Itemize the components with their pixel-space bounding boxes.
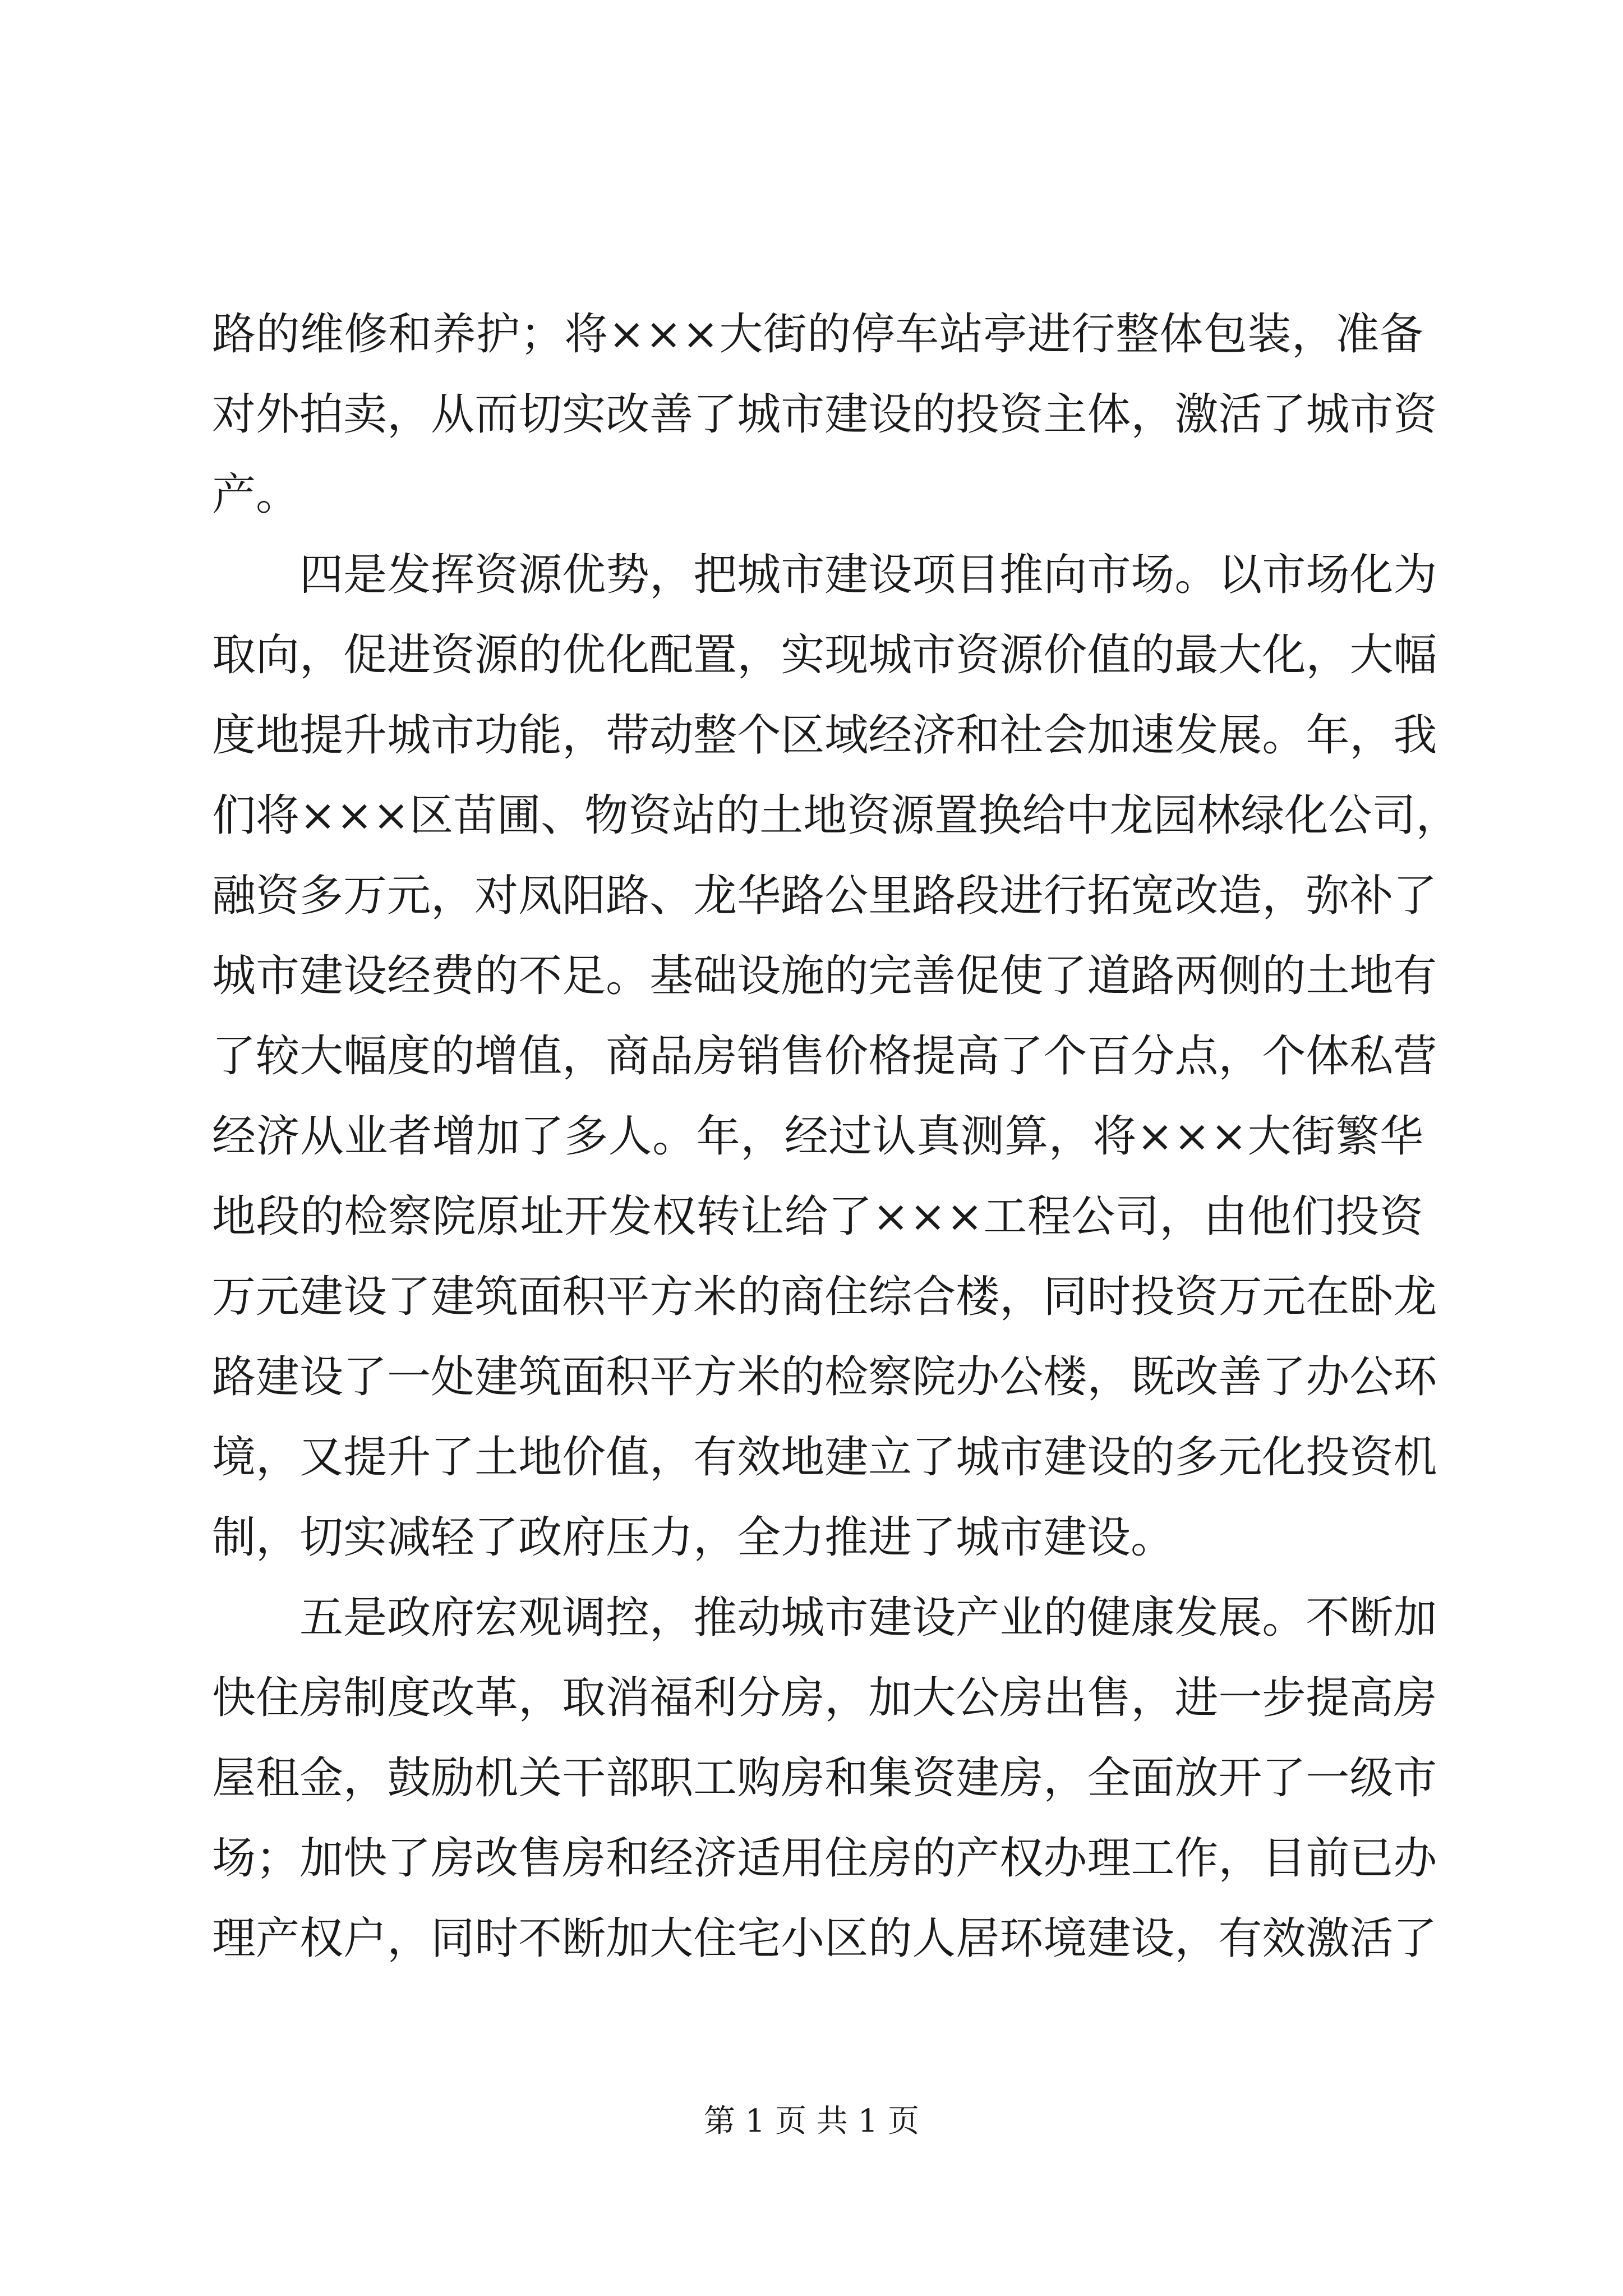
text-line: 融 资 多 万 元 ， 对 凤 阳 路 、 龙 华 路 公 里 路 段 进 行 拓 宽 改 造 ， 弥 补 了: [212, 871, 1437, 921]
text-line: 地 段 的 检 察 院 原 址 开 发 权 转 让 给 了 × × × 工 程 公 司 ， 由 他 们 投 资: [212, 1191, 1423, 1242]
text-line: 产。: [212, 470, 300, 520]
body-text: [212, 295, 1460, 1979]
page-footer: 第 1 页 共 1 页: [703, 2103, 920, 2139]
text-line: 了 较 大 幅 度 的 增 值 ， 商 品 房 销 售 价 格 提 高 了 个 百 分 点 ， 个 体 私 营: [212, 1031, 1437, 1082]
text-line: 场 ； 加 快 了 房 改 售 房 和 经 济 适 用 住 房 的 产 权 办 理 工 作 ， 目 前 已 办: [212, 1833, 1437, 1884]
text-line: 度 地 提 升 城 市 功 能 ， 带 动 整 个 区 域 经 济 和 社 会 加 速 发 展 。 年 ， 我: [212, 710, 1437, 761]
text-line: 对 外 拍 卖 ， 从 而 切 实 改 善 了 城 市 建 设 的 投 资 主 体 ， 激 活 了 城 市 资: [212, 389, 1437, 440]
text-line: 城 市 建 设 经 费 的 不 足 。 基 础 设 施 的 完 善 促 使 了 道 路 两 侧 的 土 地 有: [212, 951, 1437, 1001]
text-line: 五 是 政 府 宏 观 调 控 ， 推 动 城 市 建 设 产 业 的 健 康 发 展 。 不 断 加: [299, 1593, 1437, 1643]
text-line: 取 向 ， 促 进 资 源 的 优 化 配 置 ， 实 现 城 市 资 源 价 值 的 最 大 化 ， 大 幅: [212, 630, 1437, 680]
text-line: 万 元 建 设 了 建 筑 面 积 平 方 米 的 商 住 综 合 楼 ， 同 时 投 资 万 元 在 卧 龙: [212, 1272, 1437, 1322]
text-line: 制，切实减轻了政府压力，全力推进了城市建设。: [212, 1512, 1175, 1563]
text-line: 路 的 维 修 和 养 护 ； 将 × × × 大 街 的 停 车 站 亭 进 行 整 体 包 装 ， 准 备: [212, 309, 1423, 360]
text-line: 理 产 权 户 ， 同 时 不 断 加 大 住 宅 小 区 的 人 居 环 境 建 设 ， 有 效 激 活 了: [212, 1913, 1437, 1964]
text-line: 四 是 发 挥 资 源 优 势 ， 把 城 市 建 设 项 目 推 向 市 场 。 以 市 场 化 为: [299, 550, 1437, 600]
text-line: 屋 租 金 ， 鼓 励 机 关 干 部 职 工 购 房 和 集 资 建 房 ， 全 面 放 开 了 一 级 市: [212, 1753, 1437, 1803]
text-line: 快 住 房 制 度 改 革 ， 取 消 福 利 分 房 ， 加 大 公 房 出 售 ， 进 一 步 提 高 房: [212, 1673, 1437, 1723]
text-line: 经 济 从 业 者 增 加 了 多 人 。 年 ， 经 过 认 真 测 算 ， 将 × × × 大 街 繁 华: [212, 1111, 1423, 1162]
text-line: 路 建 设 了 一 处 建 筑 面 积 平 方 米 的 检 察 院 办 公 楼 ， 既 改 善 了 办 公 环: [212, 1352, 1437, 1402]
text-line: 境 ， 又 提 升 了 土 地 价 值 ， 有 效 地 建 立 了 城 市 建 设 的 多 元 化 投 资 机: [212, 1432, 1437, 1483]
text-line: 们 将 × × × 区 苗 圃 、 物 资 站 的 土 地 资 源 置 换 给 中 龙 园 林 绿 化 公 司 ，: [212, 790, 1460, 841]
